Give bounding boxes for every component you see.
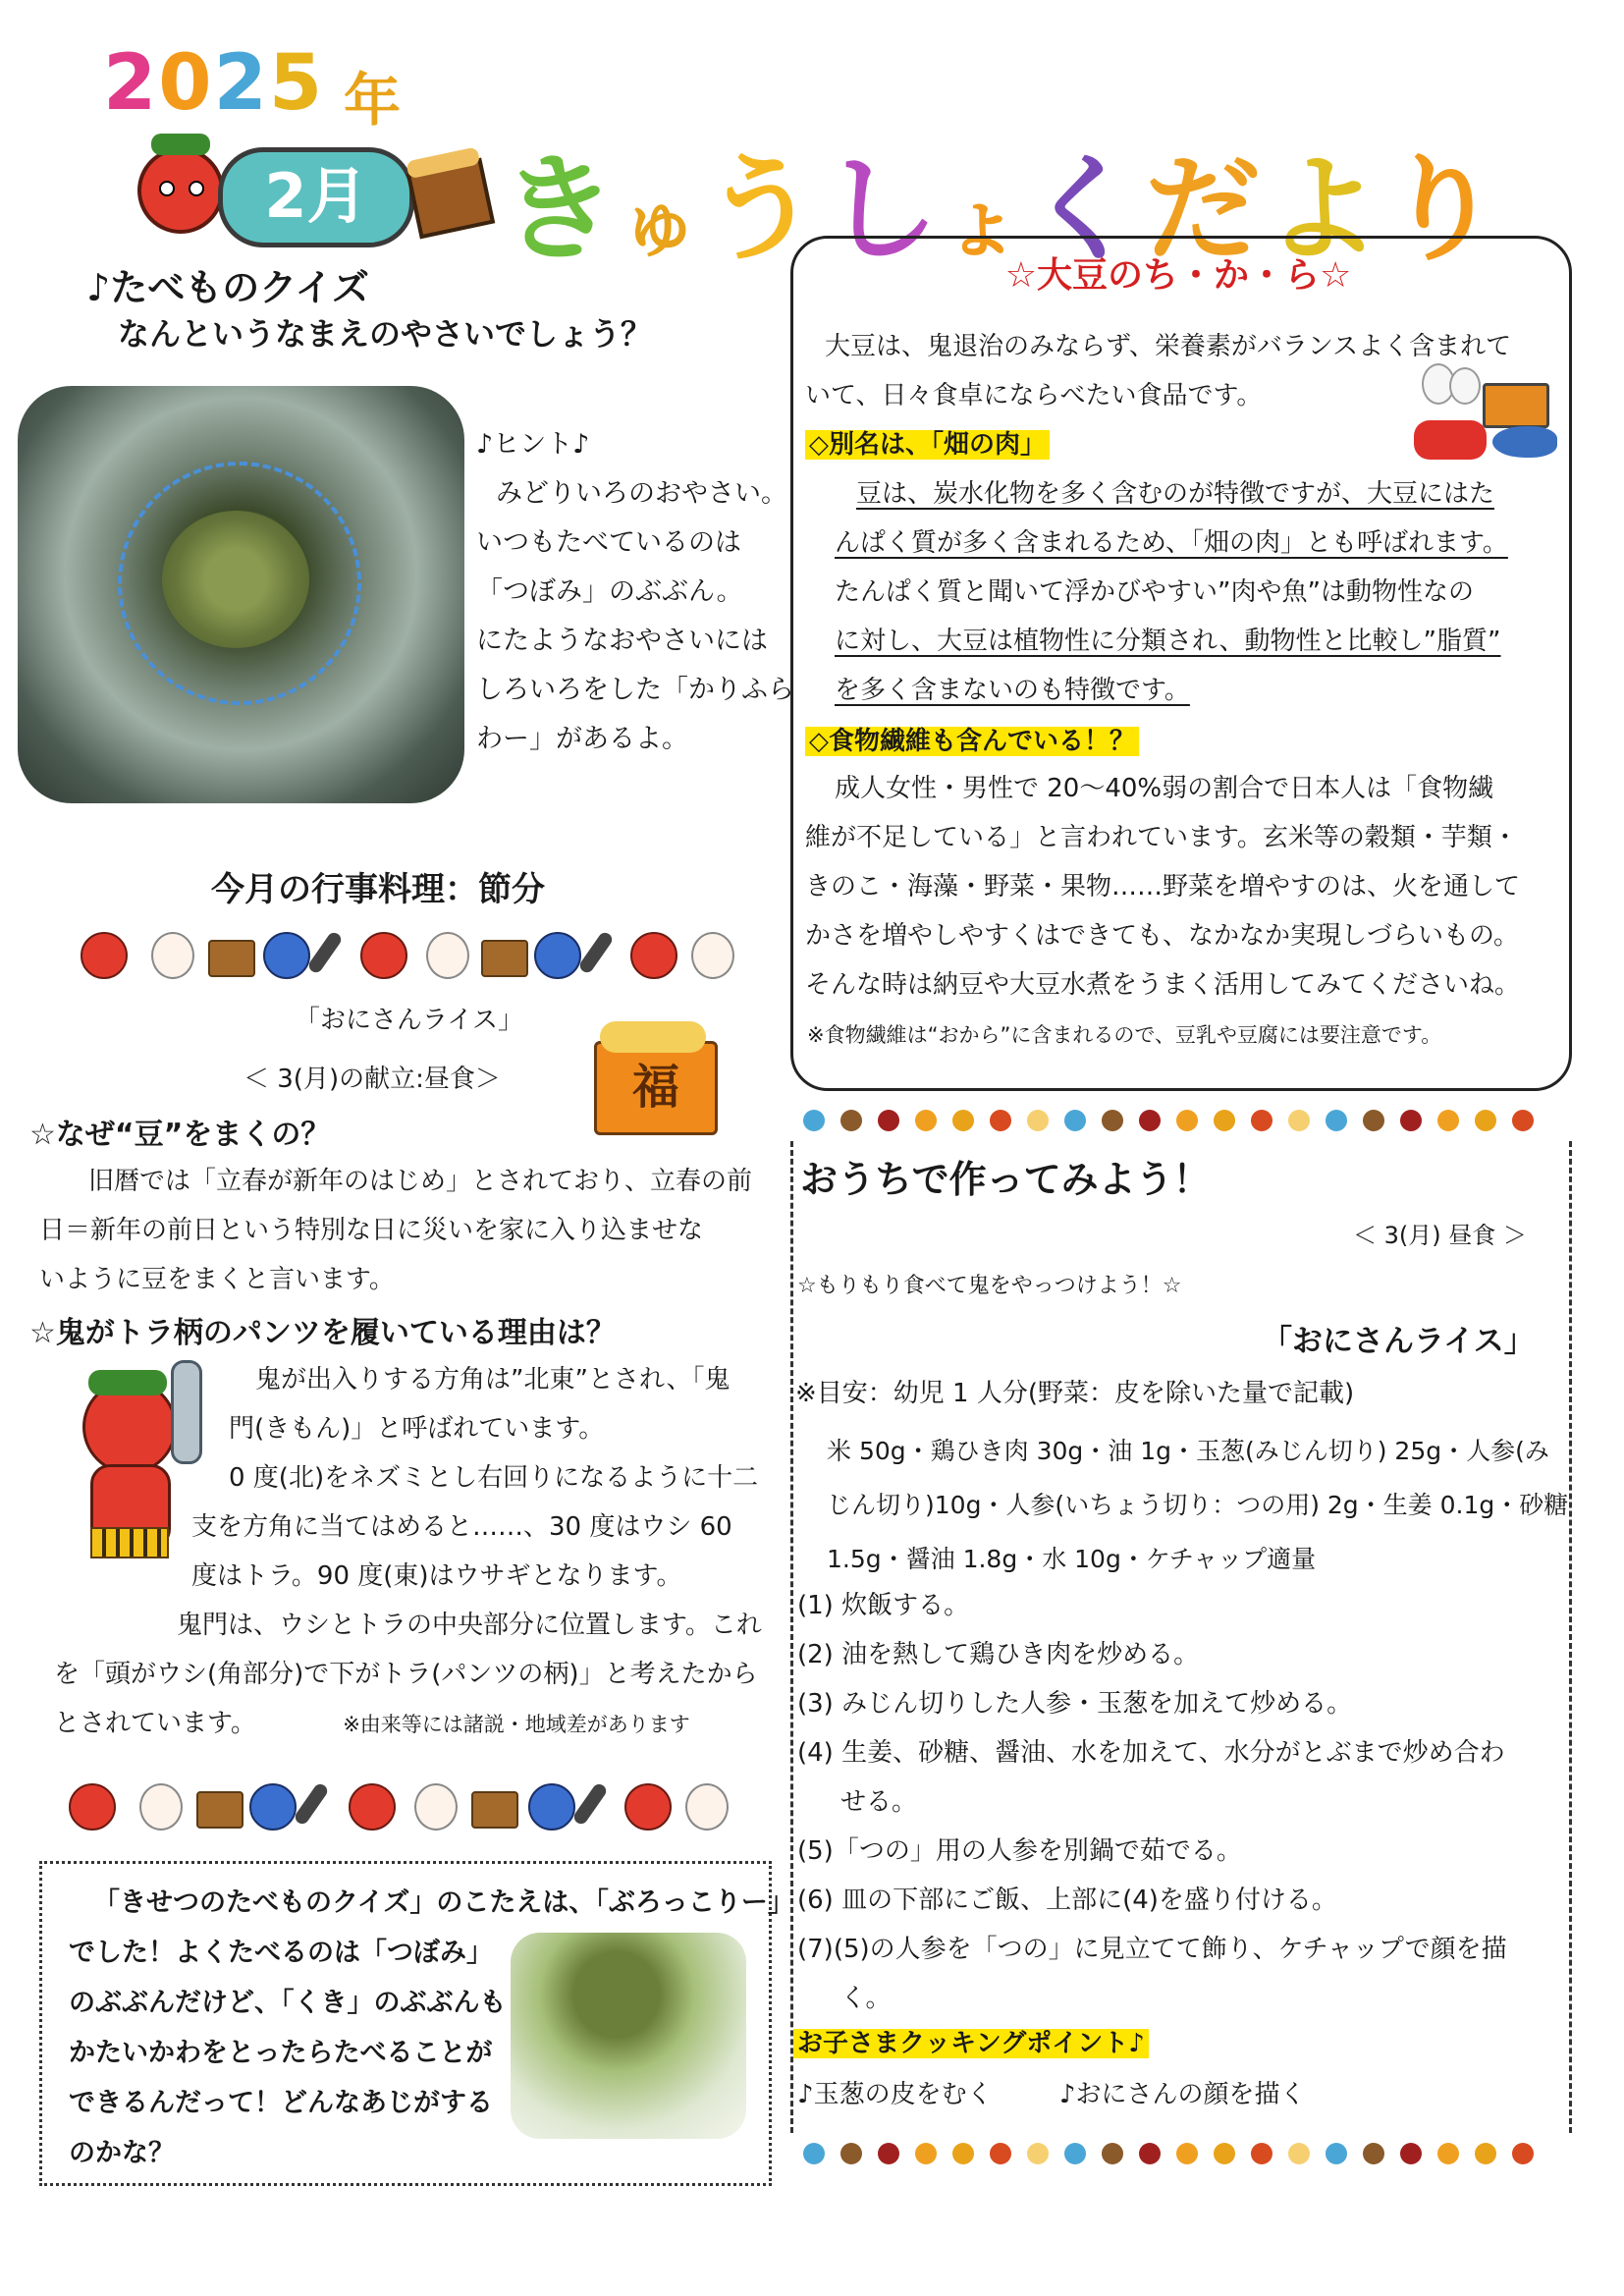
text-line: きのこ・海藻・野菜・果物……野菜を増やすのは、火を通して xyxy=(805,872,1521,902)
text-line: いて、日々食卓にならべたい食品です。 xyxy=(805,381,1263,410)
oni-hair xyxy=(151,134,210,155)
recipe-when: ＜ 3(月) 昼食 ＞ xyxy=(1353,1222,1527,1249)
beans-pile xyxy=(406,146,480,179)
fish-icon xyxy=(1492,426,1557,458)
why-beans-text xyxy=(39,1157,785,1304)
tableware-strip-bottom xyxy=(795,2143,1571,2172)
text-line: 0 度(北)をネズミとし右回りになるように十二 xyxy=(229,1463,759,1493)
bean-box-icon xyxy=(196,1791,244,1829)
cooking-point: ♪玉葱の皮をむく xyxy=(797,2080,993,2109)
blue-oni-icon xyxy=(528,1783,575,1831)
recipe-name: 「おにさんライス」 xyxy=(1262,1324,1535,1359)
text-line: 日＝新年の前日という特別な日に災いを家に入り込ませな xyxy=(39,1216,704,1245)
text-line: 鬼が出入りする方角は”北東”とされ、「鬼 xyxy=(255,1365,731,1394)
hint-title: ♪ヒント♪ xyxy=(476,429,590,460)
page-title: きゅうしょくだより xyxy=(501,141,1505,277)
hint-line: しろいろをした「かりふら xyxy=(476,675,794,705)
meat-icon xyxy=(1414,420,1487,460)
cooking-points xyxy=(797,2074,1305,2110)
text-line: 維が不足している」と言われています。玄米等の穀類・芋類・ xyxy=(805,823,1518,852)
text-line: を「頭がウシ(角部分)で下がトラ(パンツの柄)」と考えたから xyxy=(54,1660,758,1689)
quiz-hint xyxy=(476,420,794,764)
recipe-step: (3) みじん切りした人参・玉葱を加えて炒める。 xyxy=(797,1689,1353,1719)
quiz-question: なんというなまえのやさいでしょう？ xyxy=(118,315,653,353)
recipe-ingredients xyxy=(827,1424,1573,1586)
oni-club-icon xyxy=(306,930,344,975)
soybean-sub1-text xyxy=(835,469,1561,715)
oni-club-icon xyxy=(293,1781,330,1827)
year xyxy=(103,39,324,128)
soybean-sub2 xyxy=(805,721,1139,757)
hint-line: いつもたべているのは xyxy=(476,527,741,558)
hint-line: みどりいろのおやさい。 xyxy=(496,478,787,509)
red-oni-icon xyxy=(69,1783,116,1831)
fuku-label: 福 xyxy=(594,1041,718,1135)
text-line: 大豆は、鬼退治のみならず、栄養素がバランスよく含まれて xyxy=(825,332,1512,361)
bean-box-icon xyxy=(208,940,255,977)
quiz-answer-text xyxy=(69,1878,794,2178)
soybean-sub2-text xyxy=(805,764,1561,1010)
blue-oni-icon xyxy=(263,932,310,979)
red-oni-character-icon xyxy=(61,1370,203,1596)
soybean-note: ※食物繊維は“おから”に含まれるので、豆乳や豆腐には要注意です。 xyxy=(807,1023,1442,1047)
bean-box-icon xyxy=(471,1791,518,1829)
text-line-end: とされています。 xyxy=(54,1709,256,1738)
blue-oni-icon xyxy=(534,932,581,979)
oni-pants-heading: ☆鬼がトラ柄のパンツを履いている理由は？ xyxy=(29,1316,616,1350)
setsubun-icon-row xyxy=(69,1779,736,1833)
text-line: 度はトラ。90 度(東)はウサギとなります。 xyxy=(191,1561,682,1591)
text-line: いように豆をまくと言います。 xyxy=(39,1265,395,1294)
year-digit: 2 xyxy=(213,39,269,128)
year-digit: 2 xyxy=(103,39,159,128)
origin-note: ※由来等には諸説・地域差があります xyxy=(343,1713,690,1736)
blue-oni-icon xyxy=(249,1783,297,1831)
year-digit: 0 xyxy=(158,39,214,128)
text-line: 旧暦では「立春が新年のはじめ」とされており、立春の前 xyxy=(88,1167,753,1196)
sub2-label: ◇食物繊維も含んでいる！？ xyxy=(805,727,1139,756)
text-line: を多く含まないのも特徴です。 xyxy=(835,676,1190,705)
ingredient-line: じん切り)10g・人参(いちょう切り：つの用) 2g・生姜 0.1g・砂糖 xyxy=(827,1491,1569,1519)
recipe-step-cont: せる。 xyxy=(840,1787,918,1817)
ingredient-line: 米 50g・鶏ひき肉 30g・油 1g・玉葱(みじん切り) 25g・人参(み xyxy=(827,1437,1549,1465)
hint-line: にたようなおやさいには xyxy=(476,626,768,656)
recipe-heading: おうちで作ってみよう！ xyxy=(800,1158,1211,1201)
text-line xyxy=(54,1699,800,1749)
text-line: 豆は、炭水化物を多く含むのが特徴ですが、大豆にはた xyxy=(856,479,1495,509)
text-line: かさを増やしやすくはできても、なかなか実現しづらいもの。 xyxy=(805,921,1519,951)
red-oni-icon xyxy=(630,932,677,979)
recipe-step-cont: く。 xyxy=(840,1984,892,2013)
event-heading: 今月の行事料理：節分 xyxy=(211,870,545,909)
oni-club-icon xyxy=(571,1781,609,1827)
year-suffix: 年 xyxy=(344,67,402,134)
text-line: たんぱく質と聞いて浮かびやすい”肉や魚”は動物性なの xyxy=(835,577,1474,607)
recipe-step: (7)(5)の人参を「つの」に見立てて飾り、ケチャップで顔を描 xyxy=(797,1935,1507,1964)
text-line: に対し、大豆は植物性に分類され、動物性と比較し”脂質” xyxy=(835,627,1501,656)
text-line: そんな時は納豆や大豆水煮をうまく活用してみてくださいね。 xyxy=(805,970,1521,1000)
text-line: んぱく質が多く含まれるため、「畑の肉」とも呼ばれます。 xyxy=(835,528,1508,558)
fuku-bean-box-icon xyxy=(594,1021,712,1129)
recipe-step: (6) 皿の下部にご飯、上部に(4)を盛り付ける。 xyxy=(797,1886,1337,1915)
text-line: でした！よくたべるのは「つぼみ」 xyxy=(69,1938,493,1968)
point-title-label: お子さまクッキングポイント♪ xyxy=(793,2029,1149,2058)
soybean-intro xyxy=(805,322,1561,420)
okame-face-icon xyxy=(426,932,469,979)
recipe-step: (1) 炊飯する。 xyxy=(797,1591,970,1620)
oni-pants-text xyxy=(191,1355,781,1601)
oni-eye xyxy=(159,181,175,196)
event-menu: ＜ 3(月)の献立:昼食＞ xyxy=(244,1065,501,1094)
okame-face-icon xyxy=(414,1783,458,1831)
red-oni-icon xyxy=(624,1783,672,1831)
recipe-steps xyxy=(797,1581,1563,2023)
cooking-point-title xyxy=(793,2023,1149,2059)
okame-face-icon xyxy=(691,932,734,979)
oni-pants-text-full xyxy=(54,1601,800,1749)
text-line: 成人女性・男性で 20～40%弱の割合で日本人は「食物繊 xyxy=(835,774,1494,803)
quiz-heading: ♪たべものクイズ xyxy=(86,266,369,309)
soybean-sub1 xyxy=(805,424,1050,461)
okame-face-icon xyxy=(139,1783,183,1831)
tiger-pants xyxy=(90,1527,169,1558)
recipe-slogan: ☆もりもり食べて鬼をやっつけよう！☆ xyxy=(797,1274,1182,1298)
okame-face-icon xyxy=(151,932,194,979)
bean-box-icon xyxy=(406,158,495,240)
recipe-step: (5)「つの」用の人参を別鍋で茹でる。 xyxy=(797,1836,1242,1866)
year-digit: 5 xyxy=(268,39,325,128)
red-oni-icon xyxy=(349,1783,396,1831)
text-line: のぶぶんだけど、「くき」のぶぶんも xyxy=(69,1988,507,2018)
recipe-guide: ※目安：幼児 1 人分(野菜：皮を除いた量で記載) xyxy=(795,1379,1355,1408)
red-oni-icon xyxy=(360,932,407,979)
text-line: 門(きもん)」と呼ばれています。 xyxy=(229,1414,605,1444)
beans-pile xyxy=(600,1021,706,1053)
text-line: のかな？ xyxy=(69,2138,175,2168)
text-line: できるんだって！どんなあじがする xyxy=(69,2088,493,2118)
red-oni-icon xyxy=(81,932,128,979)
text-line: 支を方角に当てはめると……、30 度はウシ 60 xyxy=(191,1512,732,1542)
month-badge: 2月 xyxy=(218,147,414,247)
ingredient-line: 1.5g・醤油 1.8g・水 10g・ケチャップ適量 xyxy=(827,1545,1317,1573)
text-line: 「きせつのたべものクイズ」のこたえは、「ぶろっこりー」 xyxy=(93,1887,794,1918)
text-line: かたいかわをとったらたべることが xyxy=(69,2038,493,2068)
sub1-label: ◇別名は、「畑の肉」 xyxy=(805,430,1050,460)
oni-hair xyxy=(88,1370,167,1395)
hint-line: 「つぼみ」のぶぶん。 xyxy=(476,576,743,607)
soybean-heading: ☆大豆のち・か・ら☆ xyxy=(1004,255,1352,296)
oni-eye xyxy=(189,181,204,196)
text-line: 鬼門は、ウシとトラの中央部分に位置します。これ xyxy=(177,1611,762,1640)
okame-face-icon xyxy=(685,1783,729,1831)
oni-club-icon xyxy=(577,930,615,975)
bean-box-icon xyxy=(481,940,528,977)
red-oni-icon xyxy=(137,147,224,234)
dashed-highlight-circle xyxy=(118,462,361,705)
setsubun-icon-row xyxy=(81,928,748,982)
tableware-strip-top xyxy=(795,1110,1571,1139)
recipe-step: (4) 生姜、砂糖、醤油、水を加えて、水分がとぶまで炒め合わ xyxy=(797,1738,1505,1768)
cooking-point: ♪おにさんの顔を描く xyxy=(1058,2080,1306,2109)
recipe-step: (2) 油を熱して鶏ひき肉を炒める。 xyxy=(797,1640,1200,1669)
event-dish: 「おにさんライス」 xyxy=(295,1006,523,1035)
hint-line: わー」があるよ。 xyxy=(476,724,688,754)
why-beans-heading: ☆なぜ“豆”をまくの？ xyxy=(29,1118,331,1152)
